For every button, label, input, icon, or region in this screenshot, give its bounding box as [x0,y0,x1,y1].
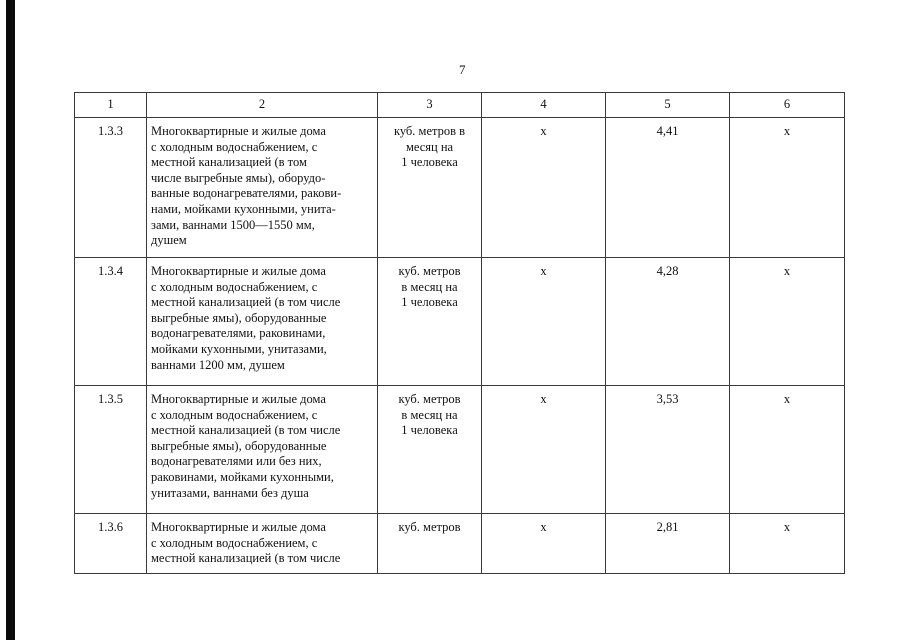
unit-line: в месяц на [401,407,458,422]
unit-line: куб. метров [398,392,461,406]
description-line: Многоквартирные и жилые дома [151,124,326,138]
description-line: местной канализацией (в том числе [151,423,341,438]
unit-line: куб. метров [398,520,461,534]
row-norm-value: 4,41 [606,118,730,258]
row-unit [378,118,482,258]
unit-line: 1 человека [401,295,458,310]
row-number: 1.3.5 [75,386,147,514]
header-cell: 4 [482,93,606,118]
description-line: мойками кухонными, унитазами, [151,341,327,356]
row-col4: x [482,258,606,386]
header-cell: 3 [378,93,482,118]
row-col6: x [730,118,845,258]
row-norm-value: 2,81 [606,514,730,574]
description-line: выгребные ямы), оборудованные [151,438,327,453]
row-col6: x [730,258,845,386]
description-line: с холодным водоснабжением, с [151,407,318,422]
description-line: числе выгребные ямы), оборудо- [151,170,326,185]
row-col4: x [482,514,606,574]
row-norm-value: 3,53 [606,386,730,514]
unit-line: куб. метров [398,264,461,278]
table-row [75,258,845,386]
row-unit [378,258,482,386]
description-line: выгребные ямы), оборудованные [151,310,327,325]
description-line: душем [151,233,187,248]
description-line: раковинами, мойками кухонными, [151,469,334,484]
description-line: водонагревателями или без них, [151,454,322,469]
header-cell: 6 [730,93,845,118]
description-line: Многоквартирные и жилые дома [151,264,326,278]
page-number: 7 [459,62,466,77]
scan-edge-bar [6,0,15,640]
description-line: Многоквартирные и жилые дома [151,520,326,534]
row-col4: x [482,118,606,258]
row-col6: x [730,386,845,514]
header-cell: 2 [147,93,378,118]
description-line: местной канализацией (в том [151,155,307,170]
table-row [75,386,845,514]
description-line: местной канализацией (в том числе [151,551,341,566]
table-row [75,514,845,574]
header-cell: 1 [75,93,147,118]
row-col4: x [482,386,606,514]
description-line: с холодным водоснабжением, с [151,139,318,154]
unit-line: куб. метров в [393,124,466,138]
description-line: унитазами, ваннами без душа [151,485,309,500]
description-line: с холодным водоснабжением, с [151,279,318,294]
table-header-row [75,93,845,118]
description-line: зами, ваннами 1500—1550 мм, [151,217,315,232]
description-line: ванные водонагревателями, ракови- [151,186,342,201]
row-number: 1.3.6 [75,514,147,574]
row-description [147,514,378,574]
description-line: ваннами 1200 мм, душем [151,357,285,372]
row-description [147,258,378,386]
description-line: с холодным водоснабжением, с [151,535,318,550]
table-row [75,118,845,258]
row-unit [378,386,482,514]
description-line: местной канализацией (в том числе [151,295,341,310]
row-col6: x [730,514,845,574]
unit-line: 1 человека [401,155,458,170]
description-line: водонагревателями, раковинами, [151,326,326,341]
row-number: 1.3.3 [75,118,147,258]
header-cell: 5 [606,93,730,118]
row-norm-value: 4,28 [606,258,730,386]
description-line: нами, мойками кухонными, унита- [151,201,336,216]
norms-table [74,92,845,574]
row-number: 1.3.4 [75,258,147,386]
unit-line: в месяц на [401,279,458,294]
description-line: Многоквартирные и жилые дома [151,392,326,406]
unit-line: месяц на [405,139,454,154]
row-unit [378,514,482,574]
row-description [147,386,378,514]
row-description [147,118,378,258]
unit-line: 1 человека [401,423,458,438]
